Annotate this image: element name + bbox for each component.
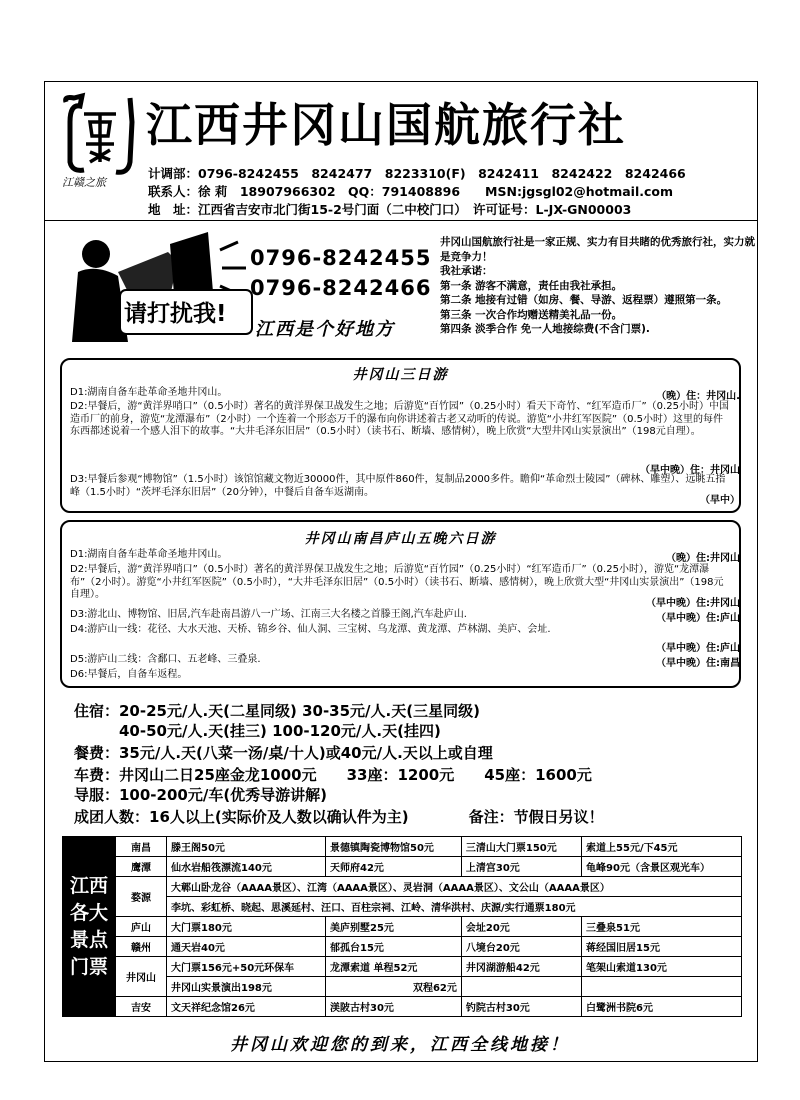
intro-line: 第三条 一次合作均赠送精美礼品一份。 xyxy=(440,308,623,321)
tour2-day-1-meal: （晚）住:井冈山 xyxy=(666,553,740,564)
contact-line-3: 地 址：江西省吉安市北门街15-2号门面（二中校门口） 许可证号：L-JX-GN00003 xyxy=(148,202,632,217)
promo-phone-1: 0796-8242455 xyxy=(250,246,432,270)
intro-line: 第四条 淡季合作 免一人地接综费(不含门票). xyxy=(440,323,650,335)
region-cell: 赣州 xyxy=(116,937,167,957)
tour2-day-4: D4:游庐山一线：花径、大水天池、天桥、锦乡谷、仙人洞、三宝树、乌龙潭、黄龙潭、芦林湖、美庐、会址. xyxy=(70,624,551,635)
contact-line-2: 联系人：徐 莉 18907966302 QQ：791408896 MSN:jgsgl02@hotmail.com xyxy=(148,184,674,199)
ticket-cell: 钓院古村30元 xyxy=(461,997,581,1017)
tour2-day-4-meal: （早中晚）住:庐山 xyxy=(656,643,740,654)
ticket-cell: 大鄣山卧龙谷（AAAA景区）、江湾（AAAA景区）、灵岩洞（AAAA景区）、文公山（AAAA景区） xyxy=(167,877,742,897)
contact-line-1: 计调部：0796-8242455 8242477 8223310(F) 8242411 8242422 8242466 xyxy=(148,166,686,181)
tour1-day-1: D1:湖南自备车赴革命圣地井冈山。 xyxy=(70,387,228,398)
promo-slogan: 江西是个好地方 xyxy=(255,319,395,340)
ticket-cell: 笔架山索道130元 xyxy=(582,957,742,977)
ticket-side-label: 江西 各大 景点 门票 xyxy=(63,837,116,1017)
tour-6day-title: 井冈山南昌庐山五晚六日游 xyxy=(304,531,497,547)
dragon-seal-logo xyxy=(60,92,140,178)
agency-intro xyxy=(440,235,755,337)
table-row xyxy=(63,837,742,857)
ticket-cell: 三叠泉51元 xyxy=(582,917,742,937)
ticket-cell: 龟峰90元（含景区观光车） xyxy=(582,857,742,877)
ticket-cell: 文天祥纪念馆26元 xyxy=(167,997,326,1017)
fee-guide: 导服：100-200元/车(优秀导游讲解) xyxy=(74,786,328,804)
fee-lodging-2: 40-50元/人.天(挂三) 100-120元/人.天(挂四) xyxy=(74,722,441,740)
tour2-day-5-meal: （早中晚）住:南昌 xyxy=(656,658,740,669)
ticket-cell: 会址20元 xyxy=(461,917,581,937)
region-cell: 婺源 xyxy=(116,877,167,917)
ticket-cell: 滕王阁50元 xyxy=(167,837,326,857)
ticket-cell: 八境台20元 xyxy=(461,937,581,957)
ticket-cell: 天师府42元 xyxy=(326,857,462,877)
megaphone-man-icon xyxy=(58,232,258,352)
ticket-cell: 井冈湖游船42元 xyxy=(461,957,581,977)
tour1-day-3-meal: （早中） xyxy=(700,495,740,506)
tour1-day-2-meal: （早中晚）住：井冈山 xyxy=(640,465,740,476)
tour1-day-2: D2:早餐后，游“黄洋界哨口”（0.5小时）著名的黄洋界保卫战发生之地；后游览“百竹园”（0.25小时）看天下奇竹、“红军造币厂”（0.25小时）中国造币厂的前身，游览“龙潭瀑布”（2小时）一个连着一个形态万千的瀑布向你讲述着古老又动听的传说。游览“小井红军医院”（0.5小时）这里的每件东西都述说着一个感人泪下的故事。“大井毛泽东旧居”（0.5小时）（读书石、断墙、感情树），晚上欣赏“大型井冈山实景演出”（198元自理）。 xyxy=(70,401,729,437)
table-row xyxy=(63,877,742,897)
agency-title: 江西井冈山国航旅行社 xyxy=(146,98,626,152)
fee-lodging: 住宿：20-25元/人.天(二星同级) 30-35元/人.天(三星同级) xyxy=(74,702,480,720)
header-divider xyxy=(44,220,758,221)
ticket-cell: 索道上55元/下45元 xyxy=(582,837,742,857)
table-row xyxy=(63,957,742,977)
region-cell: 庐山 xyxy=(116,917,167,937)
tour2-day-6: D6:早餐后，自备车返程。 xyxy=(70,669,188,680)
tour2-day-2-meal: （早中晚）住:井冈山 xyxy=(646,598,740,609)
ticket-cell: 双程62元 xyxy=(326,977,462,997)
table-row xyxy=(63,857,742,877)
promo-badge: 请打扰我! xyxy=(124,301,227,327)
footer-slogan: 井冈山欢迎您的到来，江西全线地接！ xyxy=(230,1035,570,1055)
region-cell: 井冈山 xyxy=(116,957,167,997)
ticket-cell: 景德镇陶瓷博物馆50元 xyxy=(326,837,462,857)
ticket-cell xyxy=(582,977,742,997)
ticket-cell: 美庐别墅25元 xyxy=(326,917,462,937)
tour2-day-1: D1:湖南自备车赴革命圣地井冈山。 xyxy=(70,549,228,560)
promo-phone-2: 0796-8242466 xyxy=(250,276,432,300)
table-row xyxy=(63,937,742,957)
intro-line: 井冈山国航旅行社是一家正规、实力有目共睹的优秀旅行社，实力就是竞争力！ xyxy=(440,236,755,263)
ticket-cell: 郁孤台15元 xyxy=(326,937,462,957)
tour1-day-3: D3:早餐后参观“博物馆”（1.5小时）该馆馆藏文物近30000件，其中原件860件，复制品2000多件。瞻仰“革命烈士陵园”（碑林、雕塑）、远眺五指峰（1.5小时）“茨坪毛泽东旧居”（20分钟），中餐后自备车返湖南。 xyxy=(70,474,726,498)
region-cell: 吉安 xyxy=(116,997,167,1017)
ticket-cell: 渼陂古村30元 xyxy=(326,997,462,1017)
ticket-cell: 李坑、彩虹桥、晓起、思溪延村、汪口、百柱宗祠、江岭、清华洪村、庆源/实行通票180元 xyxy=(167,897,742,917)
region-cell: 南昌 xyxy=(116,837,167,857)
ticket-cell xyxy=(461,977,581,997)
table-row xyxy=(63,917,742,937)
tour2-day-2: D2:早餐后，游“黄洋界哨口”（0.5小时）著名的黄洋界保卫战发生之地；后游览“百竹园”（0.25小时）“红军造币厂”（0.25小时），游览“龙潭瀑布”（2小时）。游览“小井红军医院”（0.5小时），“大井毛泽东旧居”（0.5小时）（读书石、断墙、感情树），晚上欣赏大型“井冈山实景演出”（198元自理）。 xyxy=(70,564,724,600)
ticket-cell: 井冈山实景演出198元 xyxy=(167,977,326,997)
ticket-cell: 白鹭洲书院6元 xyxy=(582,997,742,1017)
ticket-cell: 通天岩40元 xyxy=(167,937,326,957)
region-cell: 鹰潭 xyxy=(116,857,167,877)
table-row xyxy=(63,997,742,1017)
ticket-cell: 上清宫30元 xyxy=(461,857,581,877)
intro-line: 我社承诺： xyxy=(440,265,493,277)
tour2-day-5: D5:游庐山二线：含鄱口、五老峰、三叠泉. xyxy=(70,654,261,665)
group-size-note: 成团人数：16人以上(实际价及人数以确认件为主) 备注：节假日另议！ xyxy=(74,808,604,826)
fee-meals: 餐费：35元/人.天(八菜一汤/桌/十人)或40元/人.天以上或自理 xyxy=(74,744,493,762)
ticket-cell: 大门票156元+50元环保车 xyxy=(167,957,326,977)
fee-vehicle: 车费：井冈山二日25座金龙1000元 33座：1200元 45座：1600元 xyxy=(74,766,592,784)
ticket-cell: 龙潭索道 单程52元 xyxy=(326,957,462,977)
ticket-cell: 大门票180元 xyxy=(167,917,326,937)
intro-line: 第一条 游客不满意，责任由我社承担。 xyxy=(440,279,623,292)
ticket-cell: 蒋经国旧居15元 xyxy=(582,937,742,957)
ticket-price-table xyxy=(62,836,742,1017)
ticket-cell: 三清山大门票150元 xyxy=(461,837,581,857)
tour2-day-3: D3:游北山、博物馆、旧居,汽车赴南昌游八一广场、江南三大名楼之首滕王阁,汽车赴庐山. xyxy=(70,609,467,620)
tour-3day-title: 井冈山三日游 xyxy=(352,367,449,383)
intro-line: 第二条 地接有过错（如房、餐、导游、返程票）遵照第一条。 xyxy=(440,294,728,306)
tour1-day-1-meal: （晚）住：井冈山. xyxy=(656,391,740,402)
logo-caption: 江赣之旅 xyxy=(62,176,106,189)
ticket-cell: 仙水岩船筏漂流140元 xyxy=(167,857,326,877)
tour2-day-3-meal: （早中晚）住:庐山 xyxy=(656,613,740,624)
